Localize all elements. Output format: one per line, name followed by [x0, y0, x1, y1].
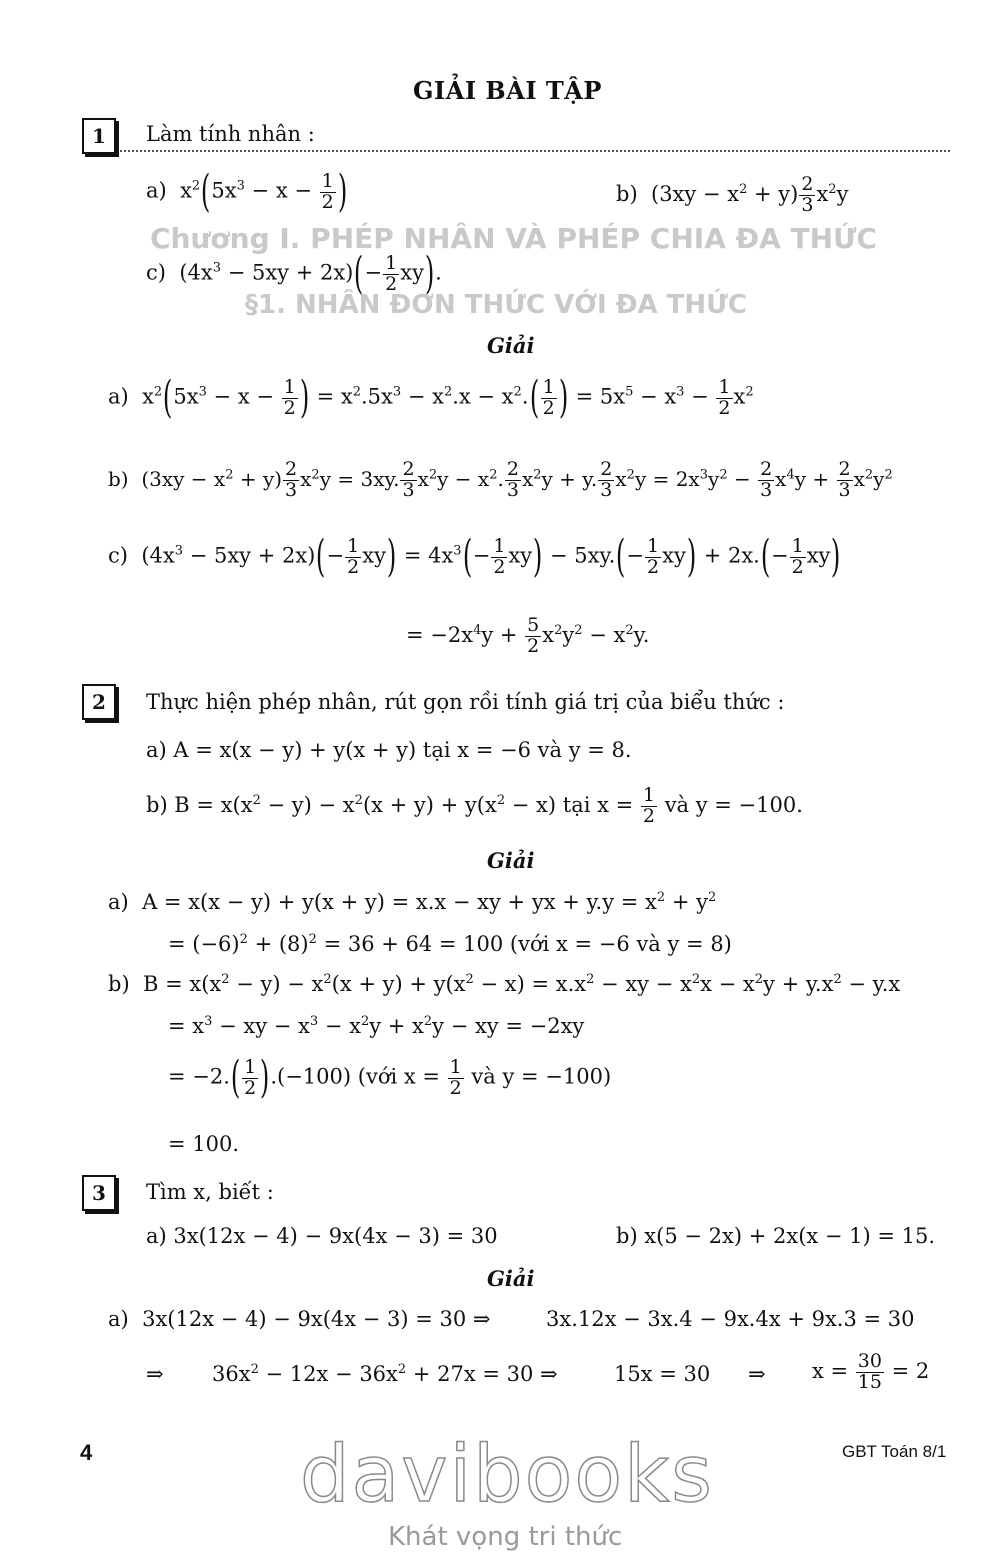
solution-heading-2: Giải [487, 848, 535, 873]
ex1-solution-c-line2: = $-2x^4y$ + $\frac{5}{2}$ $x^2y^2 - x^2y$. [406, 614, 650, 657]
solution-heading-1: Giải [487, 333, 535, 358]
page-number: 4 [80, 1440, 93, 1465]
ex3-solution-line2-a: $36x^2 - 12x - 36x^2 + 27x = 30$ ⇒ [212, 1362, 558, 1386]
ex1-solution-a: a) $x^2(5x^3 - x$ − $\frac{1}{2}$ ) = $x^2.5x^3 - x^2.x - x^2$.( $\frac{1}{2}$ ) = $5x^5 - x^3$ − $\frac{1}{2}$ $x^2$ [108, 372, 754, 423]
ex2-solution-b-line1: b) $B = x(x^2 - y) - x^2(x + y) + y(x^2 - x) = x.x^2$ − xy − $x^2x - x^2y + y.x^2 - y.x$ [108, 972, 901, 996]
ex2-solution-b-line3: = −2.( $\frac{1}{2}$ ).(−100) (với x = $\frac{1}{2}$ và y = −100) [168, 1052, 612, 1103]
ex2-solution-a-line1: a) A = x(x − y) + y(x + y) = x.x − xy + yx + $y.y = x^2 + y^2$ [108, 890, 717, 914]
ex2-solution-b-line2: = $x^3$ − xy − $x^3 - x^2y + x^2y$ − xy = −2xy [168, 1014, 585, 1038]
ex1-question-a: a) $x^2(5x^3 - x$ − $\frac{1}{2}$ ) [146, 166, 348, 217]
ex2-solution-a-line2: = $(-6)^2 + (8)^2 = 36 + 64 = 100$ (với x = −6 và y = 8) [168, 932, 732, 956]
exercise-2-prompt: Thực hiện phép nhân, rút gọn rồi tính giá trị của biểu thức : [146, 690, 785, 714]
ex2-question-a: a) A = x(x − y) + y(x + y) tại x = −6 và y = 8. [146, 738, 632, 762]
ex3-solution-result: x = $\frac{30}{15}$ = 2 [812, 1350, 930, 1393]
ex3-solution-line1-left: a) 3x(12x − 4) − 9x(4x − 3) = 30 ⇒ [108, 1307, 491, 1331]
ex1-solution-c-line1: c) $(4x^3 - 5xy + 2x)(-$ $\frac{1}{2}$ $xy) = 4x^3(-$ $\frac{1}{2}$ xy) − 5xy.(− $\frac{1}{2}$ xy) + 2x.(− $\frac{1}{2}$ xy) [108, 531, 841, 582]
ex1-solution-b: b) $(3xy - x^2 + y)$ $\frac{2}{3}$ $x^2y = 3xy$. $\frac{2}{3}$ $x^2y - x^2$. $\frac{2}{3}$ $x^2y + y$. $\frac{2}{3}$ $x^2y = 2x^3y^2$ − $\frac{2}{3}$ $x^4y$ + $\frac{2}{3}$ $x^2y^2$ [108, 458, 893, 501]
ghost-section-text: §1. NHÂN ĐƠN THỨC VỚI ĐA THỨC [245, 290, 747, 320]
page-title: GIẢI BÀI TẬP [413, 76, 602, 105]
solution-heading-3: Giải [487, 1266, 535, 1291]
dotted-divider [120, 150, 950, 152]
ex1-question-c: c) $(4x^3 - 5xy + 2x)(-$ $\frac{1}{2}$ xy). [146, 248, 442, 299]
ghost-chapter-text: Chương I. PHÉP NHÂN VÀ PHÉP CHIA ĐA THỨC [150, 222, 877, 255]
exercise-1-prompt: Làm tính nhân : [146, 122, 315, 146]
ex3-solution-line2-b: 15x = 30 [614, 1362, 711, 1386]
brand-slogan: Khát vọng tri thức [388, 1522, 623, 1552]
ex2-question-b: b) $B = x(x^2 - y) - x^2(x + y) + y(x^2 - x)$ tại x = $\frac{1}{2}$ và y = −100. [146, 784, 803, 827]
exercise-number-3: 3 [82, 1175, 116, 1211]
exercise-number-1: 1 [82, 118, 116, 154]
brand-watermark: davibooks [300, 1430, 714, 1520]
book-label: GBT Toán 8/1 [842, 1442, 947, 1461]
ex2-solution-b-line4: = 100. [168, 1132, 240, 1156]
ex3-solution-implies-1: ⇒ [146, 1362, 164, 1386]
ex3-solution-implies-2: ⇒ [748, 1362, 766, 1386]
ex3-solution-line1-right: 3x.12x − 3x.4 − 9x.4x + 9x.3 = 30 [546, 1307, 915, 1331]
ex3-question-b: b) x(5 − 2x) + 2x(x − 1) = 15. [616, 1224, 936, 1248]
ex3-question-a: a) 3x(12x − 4) − 9x(4x − 3) = 30 [146, 1224, 498, 1248]
ex1-question-b: b) $(3xy - x^2 + y)$ $\frac{2}{3}$ $x^2y$ [616, 173, 849, 216]
exercise-number-2: 2 [82, 684, 116, 720]
exercise-3-prompt: Tìm x, biết : [146, 1180, 274, 1204]
